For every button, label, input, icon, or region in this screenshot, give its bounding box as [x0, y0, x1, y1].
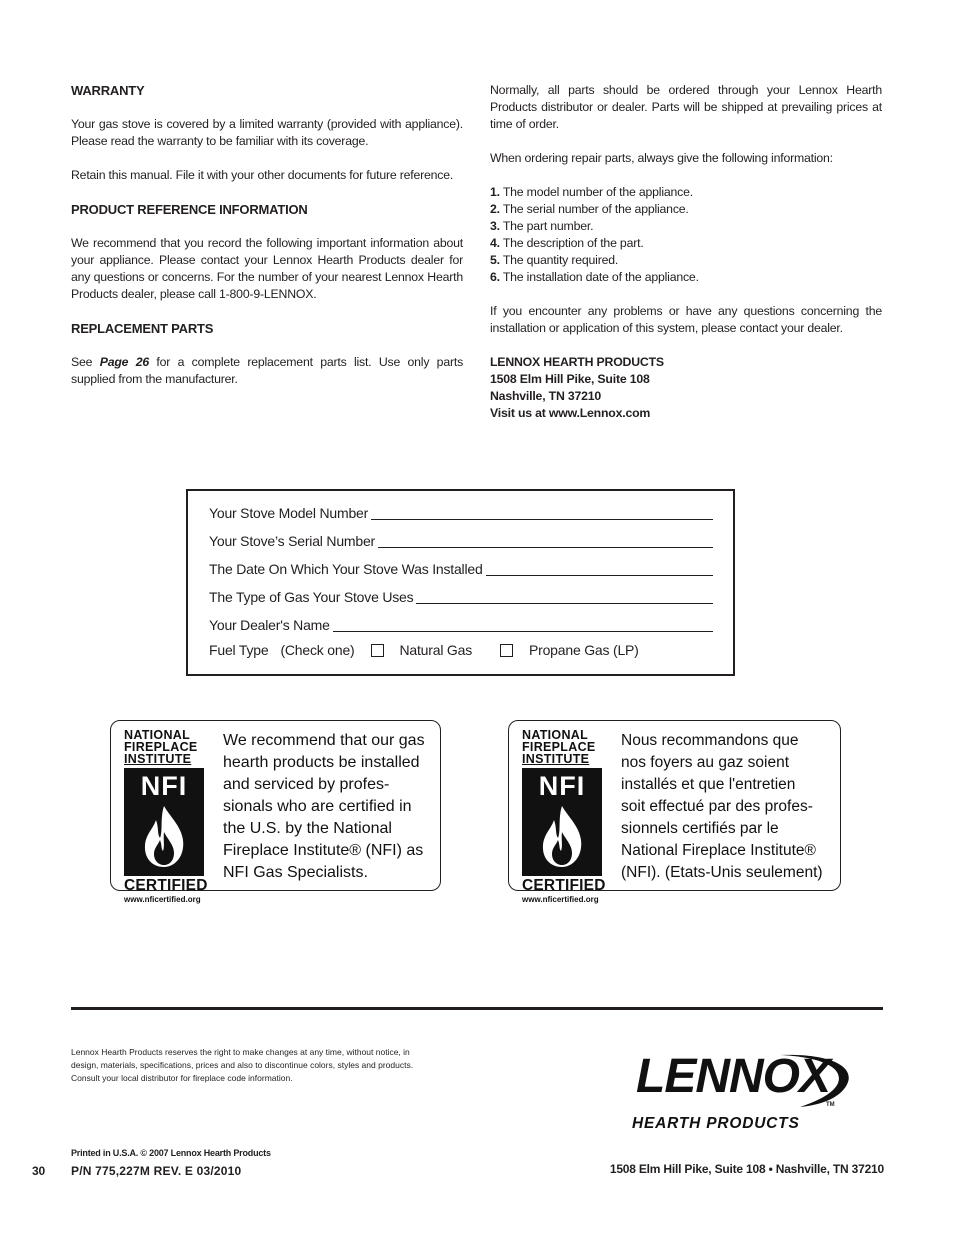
nfi-notice-english — [110, 720, 441, 904]
replacement-parts-heading: REPLACEMENT PARTS — [71, 321, 214, 336]
nfi-title-line: FIREPLACE — [522, 740, 596, 754]
nfi-title-line: NATIONAL — [522, 728, 589, 742]
dealer-name-row — [209, 614, 713, 634]
nfi-text-line: Nous recommandons que — [621, 732, 799, 749]
address-web-link[interactable]: Visit us at www.Lennox.com — [490, 406, 651, 420]
serial-number-row — [209, 530, 713, 550]
retain-manual-paragraph: Retain this manual. File it with your other documents for future reference. — [71, 168, 454, 182]
logo-wordmark: LENNOX — [636, 1050, 831, 1103]
model-number-label: Your Stove Model Number — [209, 505, 369, 521]
nfi-text-line: Fireplace Institute® (NFI) as — [223, 842, 424, 859]
fuel-type-label: Fuel Type — [209, 642, 269, 658]
company-address — [490, 354, 882, 422]
flame-icon — [539, 804, 585, 870]
list-item: 3. The part number. — [490, 219, 594, 233]
serial-number-label: Your Stove’s Serial Number — [209, 533, 375, 549]
left-column — [71, 82, 463, 405]
nfi-text-line: National Fireplace Institute® — [621, 842, 816, 859]
nfi-certified-label: CERTIFIED — [124, 877, 208, 894]
address-company: LENNOX HEARTH PRODUCTS — [490, 355, 664, 369]
warranty-paragraph: Your gas stove is covered by a limited warranty (provided with appliance). Please read the warranty to be familiar with its coverage. — [71, 117, 463, 148]
nfi-emblem — [522, 768, 602, 876]
warranty-heading: WARRANTY — [71, 83, 145, 98]
gas-type-row — [209, 586, 713, 606]
nfi-text-line: and serviced by profes- — [223, 776, 390, 793]
page-number: 30 — [32, 1164, 45, 1178]
model-number-field[interactable] — [371, 518, 713, 520]
nfi-url: www.nficertified.org — [522, 895, 599, 904]
list-item: 6. The installation date of the appliance. — [490, 270, 699, 284]
dealer-name-field[interactable] — [333, 630, 713, 632]
nfi-text-line: We recommend that our gas — [223, 732, 425, 749]
nfi-text-line: hearth products be installed — [223, 754, 420, 771]
propane-gas-label: Propane Gas (LP) — [529, 642, 639, 658]
dealer-name-label: Your Dealer's Name — [209, 617, 330, 633]
right-column — [490, 82, 882, 422]
install-date-label: The Date On Which Your Stove Was Installed — [209, 561, 483, 577]
fuel-type-row — [209, 642, 639, 658]
check-one-label: (Check one) — [280, 642, 355, 658]
list-item: 2. The serial number of the appliance. — [490, 202, 689, 216]
lennox-hearth-products-logo — [630, 1047, 856, 1137]
nfi-text-line: the U.S. by the National — [223, 820, 392, 837]
address-city: Nashville, TN 37210 — [490, 389, 602, 403]
list-item: 5. The quantity required. — [490, 253, 619, 267]
list-item: 4. The description of the part. — [490, 236, 644, 250]
nfi-certified-logo — [124, 729, 216, 904]
nfi-notice-french — [508, 720, 841, 904]
gas-type-field[interactable] — [416, 602, 713, 604]
logo-trademark: TM — [826, 1102, 835, 1108]
nfi-title-line: INSTITUTE — [522, 752, 590, 766]
nfi-text-line: sionnels certifiés par le — [621, 820, 779, 837]
nfi-certified-label: CERTIFIED — [522, 877, 606, 894]
install-date-row — [209, 558, 713, 578]
disclaimer-line: Lennox Hearth Products reserves the right to make changes at any time, without notice, in — [71, 1047, 410, 1057]
list-item: 1. The model number of the appliance. — [490, 185, 693, 199]
nfi-certified-logo — [522, 729, 614, 904]
nfi-english-text — [223, 730, 438, 884]
ordering-info-list — [490, 184, 882, 286]
replacement-rest-text: for a complete replacement parts list. Use only parts supplied from the manufacturer. — [71, 355, 464, 386]
problems-paragraph: If you encounter any problems or have any questions concerning the installation or application of this system, please contact your dealer. — [490, 304, 882, 335]
nfi-text-line: installés et que l'entretien — [621, 776, 796, 793]
footer-disclaimer — [71, 1046, 471, 1085]
nfi-text-line: nos foyers au gaz soient — [621, 754, 790, 771]
flame-icon — [141, 804, 187, 870]
natural-gas-checkbox[interactable] — [371, 644, 384, 657]
propane-gas-checkbox[interactable] — [500, 644, 513, 657]
serial-number-field[interactable] — [378, 546, 713, 548]
nfi-letters: NFI — [140, 771, 188, 801]
natural-gas-label: Natural Gas — [399, 642, 472, 658]
ordering-paragraph: Normally, all parts should be ordered through your Lennox Hearth Products distributor or dealer. Parts will be shipped at prevailing prices at time of order. — [490, 83, 882, 131]
nfi-text-line: NFI Gas Specialists. — [223, 864, 368, 881]
nfi-title-line: INSTITUTE — [124, 752, 192, 766]
ordering-info-intro: When ordering repair parts, always give the following information: — [490, 151, 833, 165]
model-number-row — [209, 502, 713, 522]
part-number: P/N 775,227M REV. E 03/2010 — [71, 1164, 242, 1178]
nfi-letters: NFI — [538, 771, 586, 801]
product-reference-heading: PRODUCT REFERENCE INFORMATION — [71, 202, 308, 217]
nfi-emblem — [124, 768, 204, 876]
product-reference-paragraph: We recommend that you record the following important information about your appliance. Please contact your Lennox Hearth Products dealer for any questions or concerns. For the number of your nearest Lennox Hearth Products dealer, please call 1-800-9-LENNOX. — [71, 236, 463, 301]
gas-type-label: The Type of Gas Your Stove Uses — [209, 589, 414, 605]
address-street: 1508 Elm Hill Pike, Suite 108 — [490, 372, 650, 386]
nfi-url: www.nficertified.org — [124, 895, 201, 904]
install-date-field[interactable] — [486, 574, 713, 576]
see-text: See — [71, 355, 93, 369]
logo-subtitle: HEARTH PRODUCTS — [632, 1115, 800, 1132]
footer-address: 1508 Elm Hill Pike, Suite 108 • Nashville, TN 37210 — [609, 1162, 884, 1176]
disclaimer-line: Consult your local distributor for fireplace code information. — [71, 1073, 293, 1083]
nfi-french-text — [621, 730, 836, 884]
stove-record-form — [186, 489, 735, 676]
page-26-link[interactable]: Page 26 — [99, 355, 149, 369]
nfi-title-line: NATIONAL — [124, 728, 191, 742]
replacement-parts-paragraph — [71, 354, 463, 388]
nfi-text-line: soit effectué par des profes- — [621, 798, 813, 815]
printed-notice: Printed in U.S.A. © 2007 Lennox Hearth Products — [71, 1148, 271, 1158]
nfi-text-line: (NFI). (Etats-Unis seulement) — [621, 864, 823, 881]
footer-divider — [71, 1007, 883, 1010]
nfi-title-line: FIREPLACE — [124, 740, 198, 754]
disclaimer-line: design, materials, specifications, prices and also to discontinue colors, styles and products. — [71, 1060, 414, 1070]
nfi-text-line: sionals who are certified in — [223, 798, 412, 815]
